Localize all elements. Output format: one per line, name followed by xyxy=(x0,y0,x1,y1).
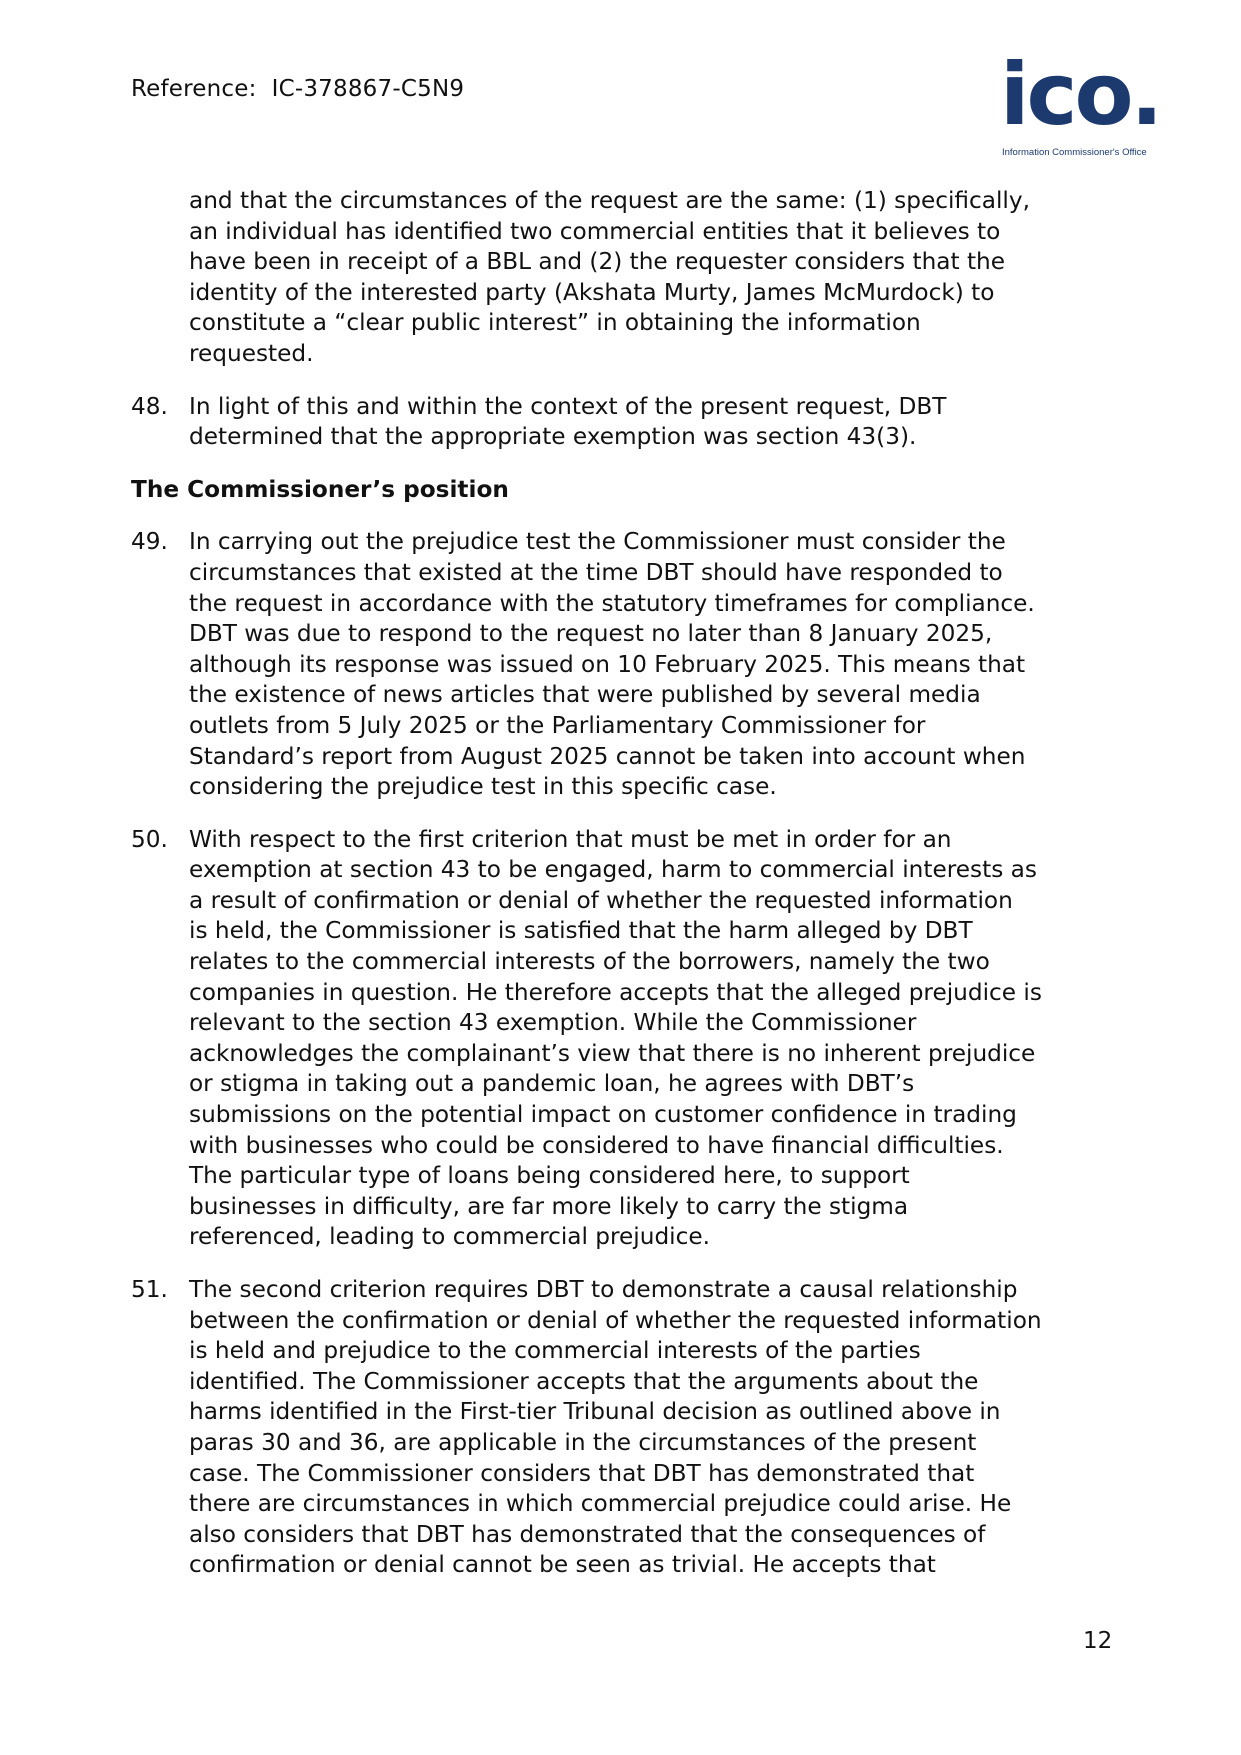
paragraph-number: 49. xyxy=(131,528,168,556)
paragraph-number: 48. xyxy=(131,392,168,420)
text-line: identity of the interested party (Akshata Murty, James McMurdock) to xyxy=(189,278,995,306)
text-line: is held, the Commissioner is satisfied that the harm alleged by DBT xyxy=(189,917,973,945)
text-line: although its response was issued on 10 February 2025. This means that xyxy=(189,650,1026,678)
paragraph-48 xyxy=(131,392,1131,453)
paragraph-continuation xyxy=(131,186,1131,370)
text-line: In carrying out the prejudice test the Commissioner must consider the xyxy=(189,528,1006,556)
text-line: an individual has identified two commercial entities that it believes to xyxy=(189,217,1001,245)
text-line: exemption at section 43 to be engaged, harm to commercial interests as xyxy=(189,856,1037,884)
text-line: submissions on the potential impact on customer confidence in trading xyxy=(189,1101,1017,1129)
reference-label: Reference: xyxy=(131,76,257,102)
reference-value: IC-378867-C5N9 xyxy=(271,76,465,102)
text-line: or stigma in taking out a pandemic loan, he agrees with DBT’s xyxy=(189,1070,915,1098)
text-line: also considers that DBT has demonstrated that the consequences of xyxy=(189,1520,986,1548)
text-line: a result of confirmation or denial of whether the requested information xyxy=(189,886,1013,914)
text-line: circumstances that existed at the time DBT should have responded to xyxy=(189,558,1003,586)
text-line: outlets from 5 July 2025 or the Parliamentary Commissioner for xyxy=(189,711,926,739)
text-line: The particular type of loans being considered here, to support xyxy=(189,1162,910,1190)
text-line: confirmation or denial cannot be seen as trivial. He accepts that xyxy=(189,1551,936,1579)
text-line: case. The Commissioner considers that DBT has demonstrated that xyxy=(189,1459,975,1487)
text-line: businesses in difficulty, are far more likely to carry the stigma xyxy=(189,1192,909,1220)
document-body xyxy=(131,186,1131,1603)
text-line: The second criterion requires DBT to demonstrate a causal relationship xyxy=(189,1276,1018,1303)
text-line: have been in receipt of a BBL and (2) the requester considers that the xyxy=(189,248,1006,276)
text-line: identified. The Commissioner accepts that the arguments about the xyxy=(189,1367,979,1395)
text-line: between the confirmation or denial of whether the requested information xyxy=(189,1306,1042,1334)
text-line: and that the circumstances of the request are the same: (1) specifically, xyxy=(189,187,1030,214)
text-line: requested. xyxy=(189,339,314,367)
section-heading: The Commissioner’s position xyxy=(131,475,509,503)
page-number: 12 xyxy=(1083,1628,1113,1654)
text-line: relevant to the section 43 exemption. While the Commissioner xyxy=(189,1009,917,1037)
text-line: With respect to the first criterion that must be met in order for an xyxy=(189,825,952,853)
text-line: constitute a “clear public interest” in obtaining the information xyxy=(189,309,921,337)
ico-logo-subtitle: Information Commissioner's Office xyxy=(1002,147,1147,158)
text-line: referenced, leading to commercial prejudice. xyxy=(189,1223,710,1251)
text-line: acknowledges the complainant’s view that there is no inherent prejudice xyxy=(189,1039,1036,1067)
text-line: the request in accordance with the statutory timeframes for compliance. xyxy=(189,589,1035,617)
paragraph-number: 50. xyxy=(131,825,168,853)
text-line: with businesses who could be considered to have financial difficulties. xyxy=(189,1131,1004,1159)
text-line: DBT was due to respond to the request no later than 8 January 2025, xyxy=(189,620,993,648)
text-line: relates to the commercial interests of the borrowers, namely the two xyxy=(189,948,990,976)
text-line: there are circumstances in which commercial prejudice could arise. He xyxy=(189,1490,1012,1518)
text-line: companies in question. He therefore accepts that the alleged prejudice is xyxy=(189,978,1042,1006)
ico-logo xyxy=(1000,45,1180,163)
text-line: determined that the appropriate exemption was section 43(3). xyxy=(189,423,917,451)
text-line: In light of this and within the context of the present request, DBT xyxy=(189,392,947,420)
text-line: Standard’s report from August 2025 cannot be taken into account when xyxy=(189,742,1026,770)
text-line: paras 30 and 36, are applicable in the circumstances of the present xyxy=(189,1428,977,1456)
reference xyxy=(131,76,464,102)
paragraph-50 xyxy=(131,825,1131,1253)
paragraph-number: 51. xyxy=(131,1276,168,1303)
text-line: considering the prejudice test in this specific case. xyxy=(189,773,777,801)
paragraph-51 xyxy=(131,1275,1131,1581)
text-line: is held and prejudice to the commercial interests of the parties xyxy=(189,1337,921,1365)
text-line: harms identified in the First-tier Tribunal decision as outlined above in xyxy=(189,1398,1001,1426)
ico-logo-mark: ico. xyxy=(1000,45,1161,145)
text-line: the existence of news articles that were published by several media xyxy=(189,681,981,709)
paragraph-49 xyxy=(131,527,1131,802)
